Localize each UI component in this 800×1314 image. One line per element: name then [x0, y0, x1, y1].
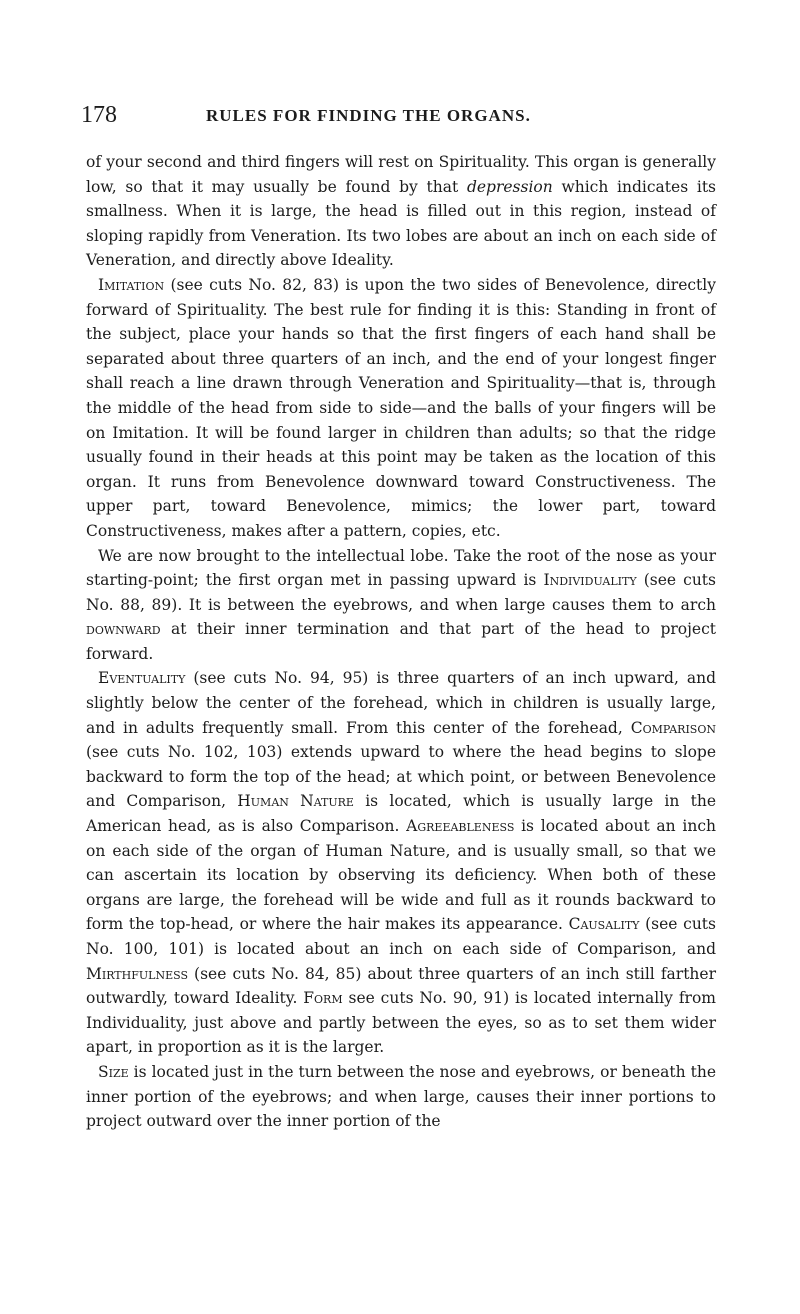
term-smallcaps: Causality — [568, 915, 640, 934]
term-smallcaps: Eventuality — [98, 669, 186, 688]
term-smallcaps: Human Nature — [237, 792, 354, 811]
text-segment: (see cuts No. 88, 89). It is between the eyebrows, and when large causes them to arch — [86, 571, 716, 614]
text-segment: see cuts No. 90, 91) is located internally from Individuality, just above and partly between the eyes, so as to set them wider apart, in proportion as it is the larger. — [86, 989, 716, 1057]
text-segment: (see cuts No. 102, 103) extends upward to where the head begins to slope backward to form the top of the head; at which point, or between Benevolence and Comparison, — [86, 743, 716, 811]
text-segment: is located, which is usually large in the American head, as is also Comparison. — [86, 792, 716, 836]
text-segment: is located just in the turn between the nose and eyebrows, or beneath the inner portion of the eyebrows; and when large, causes their inner portions to project outward over the inner portion of the — [86, 1062, 716, 1131]
term-smallcaps: Size — [98, 1062, 129, 1081]
paragraph — [86, 150, 716, 273]
body-text — [86, 150, 716, 1134]
text-segment: (see cuts No. 82, 83) is upon the two sides of Benevolence, directly forward of Spirituality. The best rule for finding it is this: Standing in front of the subject, place your hands so that the first fingers of each hand shall be separated about three quarters of an inch, and the end of your longest finger shall reach a line drawn through Veneration and Spirituality—that is, through the middle of the head from side to side—and the balls of your fingers will be on Imitation. It will be found larger in children than adults; so that the ridge usually found in their heads at this point may be taken as the location of this organ. It runs from Benevolence downward toward Constructiveness. The upper part, toward Benevolence, mimics; the lower part, toward Constructiveness, makes after a pattern, copies, etc. — [86, 275, 716, 540]
text-segment: We are now brought to the intellectual lobe. Take the root of the nose as your starting-point; the first organ met in passing upward is — [86, 546, 716, 590]
term-smallcaps: Mirthfulness — [86, 964, 188, 983]
text-segment: (see cuts No. 94, 95) is three quarters of an inch upward, and slightly below the center of the forehead, which in children is usually large, and in adults frequently small. From this center of the forehead, — [86, 669, 716, 737]
paragraph — [86, 666, 716, 1060]
term-italic: depression — [466, 177, 553, 196]
text-segment: at their inner termination and that part of the head to project forward. — [86, 620, 716, 663]
text-segment: which indicates its smallness. When it is large, the head is filled out in this region, instead of sloping rapidly from Veneration. Its two lobes are about an inch on each side of Veneration, and directly above Ideality. — [86, 177, 717, 270]
page-header — [81, 100, 721, 130]
term-smallcaps: Imitation — [98, 275, 165, 294]
term-smallcaps: downward — [86, 620, 161, 639]
paragraph — [86, 1060, 716, 1134]
text-segment: (see cuts No. 84, 85) about three quarters of an inch still farther outwardly, toward Ideality. — [86, 964, 716, 1008]
term-smallcaps: Comparison — [630, 718, 716, 737]
text-segment: (see cuts No. 100, 101) is located about an inch on each side of Comparison, and — [86, 915, 716, 958]
term-smallcaps: Agreeableness — [406, 817, 515, 836]
term-smallcaps: Form — [303, 989, 343, 1008]
text-segment: is located about an inch on each side of the organ of Human Nature, and is usually small, so that we can ascertain its location by observing its deficiency. When both of these organs are large, the forehead will be wide and full as it rounds backward to form the top-head, or where the hair makes its appearance. — [86, 817, 716, 934]
paragraph — [86, 273, 716, 544]
page-number: 178 — [81, 102, 117, 128]
running-head: RULES FOR FINDING THE ORGANS. — [206, 106, 531, 125]
paragraph — [86, 544, 716, 667]
text-segment: of your second and third fingers will rest on Spirituality. This organ is generally low, so that it may usually be found by that — [86, 153, 716, 196]
term-smallcaps: Individuality — [543, 571, 637, 590]
